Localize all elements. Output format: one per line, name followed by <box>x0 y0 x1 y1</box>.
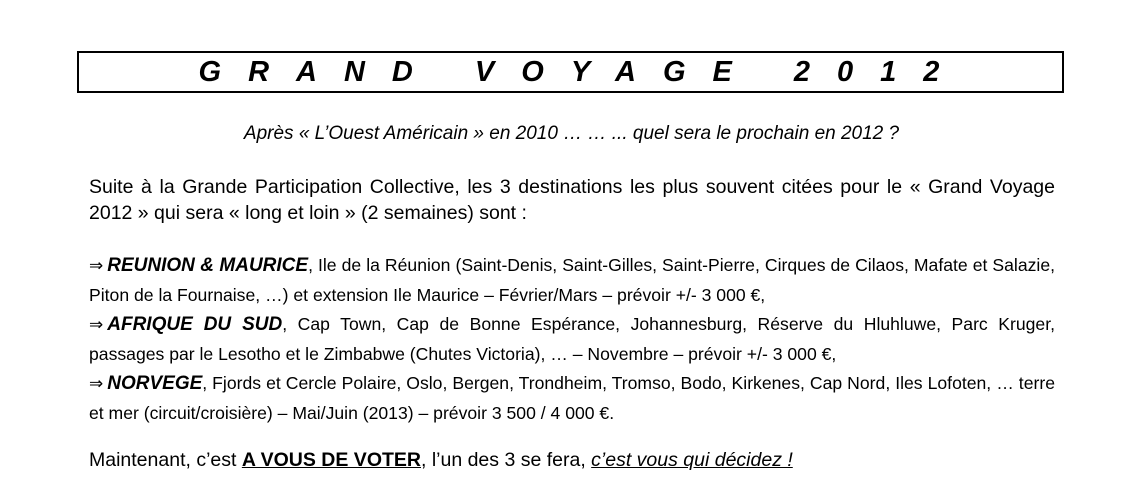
destination-name: AFRIQUE DU SUD <box>107 314 283 335</box>
destination-list <box>89 251 1055 428</box>
destination-name: REUNION & MAURICE <box>107 255 309 276</box>
destination-item-norvege <box>89 369 1055 428</box>
intro-paragraph: Suite à la Grande Participation Collective, les 3 destinations les plus souvent citées pour le « Grand Voyage 2012 » qui sera « long et loin » (2 semaines) sont : <box>89 176 1055 224</box>
title-box <box>77 51 1064 93</box>
destination-details: , Fjords et Cercle Polaire, Oslo, Bergen, Trondheim, Tromso, Bodo, Kirkenes, Cap Nord, Iles Lofoten, … terre et mer (circuit/croisière) – Mai/Juin (2013) – prévoir 3 500 / 4 000 €. <box>89 373 1055 423</box>
decide-phrase: c’est vous qui décidez ! <box>591 449 793 471</box>
destination-item-reunion <box>89 251 1055 310</box>
closing-sentence <box>89 449 793 472</box>
page-title: GRAND VOYAGE 2012 <box>198 55 967 88</box>
destination-name: NORVEGE <box>107 373 203 394</box>
arrow-right-icon: ⇒ <box>89 256 104 276</box>
arrow-right-icon: ⇒ <box>89 374 104 394</box>
destination-item-afrique-du-sud <box>89 310 1055 369</box>
vote-call: A VOUS DE VOTER <box>241 449 421 471</box>
subtitle: Après « L’Ouest Américain » en 2010 … … ... quel sera le prochain en 2012 ? <box>243 123 900 144</box>
closing-middle: , l’un des 3 se fera, <box>420 449 592 471</box>
destination-details: , Cap Town, Cap de Bonne Espérance, Johannesburg, Réserve du Hluhluwe, Parc Kruger, passages par le Lesotho et le Zimbabwe (Chutes Victoria), … – Novembre – prévoir +/- 3 000 €, <box>89 314 1055 364</box>
destination-details: , Ile de la Réunion (Saint-Denis, Saint-Gilles, Saint-Pierre, Cirques de Cilaos, Mafate et Salazie, Piton de la Fournaise, …) et extension Ile Maurice – Février/Mars – prévoir +/- 3 000 €, <box>89 255 1056 305</box>
arrow-right-icon: ⇒ <box>89 315 104 335</box>
closing-lead: Maintenant, c’est <box>89 449 242 471</box>
